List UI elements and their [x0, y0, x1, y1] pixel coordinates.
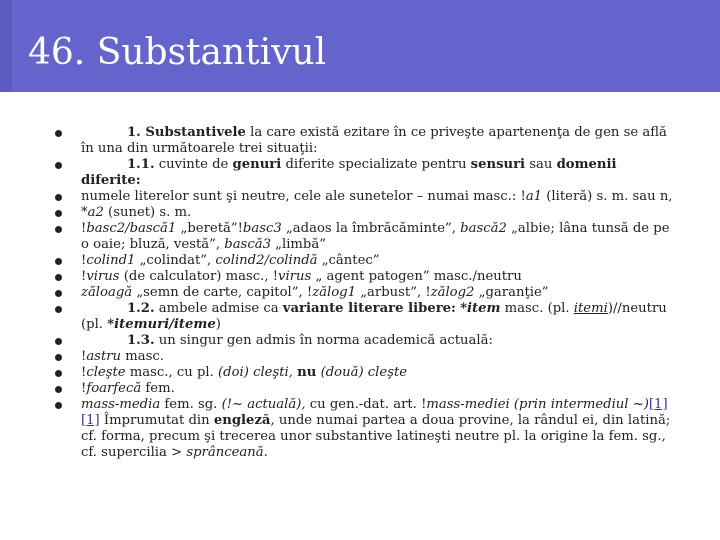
list-item-text [81, 269, 675, 285]
text-run: masc. (pl. [500, 301, 574, 316]
text-run: 1.2. [127, 301, 155, 316]
list-item [55, 381, 675, 397]
bullet-icon [55, 386, 62, 393]
text-run: (doi) cleşti, [218, 365, 293, 380]
text-run: bască2 [460, 221, 507, 236]
text-run: „albie; lâna tunsă de pe o oaie; bluză, vestă”, [81, 221, 670, 252]
list-item [55, 157, 675, 189]
text-run: „limbă” [270, 237, 326, 252]
text-run: diferite specializate pentru [281, 157, 471, 172]
text-run: colind2/colindă [215, 253, 318, 268]
text-run: virus [278, 269, 312, 284]
text-run: cleşte [86, 365, 126, 380]
text-run: „garanţie” [474, 285, 549, 300]
text-run: sprânceană [186, 445, 264, 460]
list-item [55, 365, 675, 381]
list-item [55, 189, 675, 205]
text-run: la care există ezitare în ce priveşte apartenenţa de gen se află în una din următoarele trei situaţii: [81, 125, 667, 156]
list-item-text [81, 221, 675, 253]
slide-title: 46. Substantivul [28, 32, 327, 73]
list-item-text [81, 285, 675, 301]
text-run: ! [81, 365, 87, 380]
list-item [55, 301, 675, 333]
text-run: astru [86, 349, 122, 364]
text-run: bască3 [224, 237, 271, 252]
text-run: domenii diferite: [81, 157, 617, 188]
text-run: „arbust”, ! [356, 285, 431, 300]
list-item [55, 285, 675, 301]
text-run: ! [81, 349, 87, 364]
text-run: „adaos la îmbrăcăminte”, [281, 221, 461, 236]
list-item-text [81, 125, 675, 157]
bullet-icon [55, 338, 62, 345]
text-run: cuvinte de [154, 157, 233, 172]
text-run: *itemuri/iteme [107, 317, 216, 332]
list-item [55, 349, 675, 365]
footnote-link[interactable]: [1] [81, 413, 100, 428]
text-run: „ agent patogen” masc./neutru [311, 269, 522, 284]
list-item [55, 205, 675, 221]
text-run: zăloagă [81, 285, 133, 300]
text-run: a1 [525, 189, 543, 204]
text-run: (două) cleşte [320, 365, 408, 380]
text-run: virus [86, 269, 120, 284]
text-run: cu gen.-dat. art. ! [305, 397, 427, 412]
title-underline [24, 92, 638, 96]
bullet-icon [55, 306, 62, 313]
bullet-icon [55, 370, 62, 377]
text-run: ) [215, 317, 221, 332]
list-item-text [81, 349, 675, 365]
text-run: (de calculator) masc., ! [119, 269, 279, 284]
text-run: ! [81, 221, 87, 236]
bullet-icon [55, 194, 62, 201]
text-run: „semn de carte, capitol”, ! [132, 285, 313, 300]
text-run: , unde numai partea a doua provine, la rândul ei, din latină; cf. forma, precum şi trecerea unor substantive latineşti neutre pl. la origine la fem. sg., cf. supercilia > [81, 413, 671, 460]
list-item-text [81, 381, 675, 397]
text-run: basc2/bască1 [86, 221, 177, 236]
text-run: . [263, 445, 268, 460]
text-run: mass-mediei (prin intermediul ~) [426, 397, 649, 412]
text-run: 1.3. [127, 333, 155, 348]
list-item-text [81, 253, 675, 269]
text-run: colind1 [86, 253, 136, 268]
text-run: sau [525, 157, 557, 172]
text-run: „colindat”, [135, 253, 216, 268]
list-item-text [81, 301, 675, 333]
text-run: nu [297, 365, 317, 380]
bullet-icon [55, 354, 62, 361]
header-accent-strip [0, 0, 12, 92]
list-item [55, 125, 675, 157]
text-run: 1.1. [127, 157, 155, 172]
bullet-icon [55, 290, 62, 297]
bullet-icon [55, 210, 62, 217]
text-run: ! [81, 253, 87, 268]
text-run: masc., cu pl. [125, 365, 218, 380]
bullet-icon [55, 130, 62, 137]
text-run: „cântec” [317, 253, 380, 268]
text-run: fem. [141, 381, 175, 396]
bullet-icon [55, 162, 62, 169]
text-run: ! [81, 269, 87, 284]
text-run: *a2 [81, 205, 104, 220]
list-item-text [81, 189, 675, 205]
bullet-icon [55, 402, 62, 409]
list-item [55, 269, 675, 285]
text-run: numele literelor sunt şi neutre, cele ale sunetelor – numai masc.: ! [81, 189, 526, 204]
list-item [55, 333, 675, 349]
bullet-icon [55, 274, 62, 281]
text-run: )//neutru (pl. [81, 301, 667, 332]
text-run: un singur gen admis în norma academică actuală: [154, 333, 493, 348]
text-run: 1. Substantivele [127, 125, 246, 140]
list-item [55, 221, 675, 253]
text-run: zălog2 [430, 285, 475, 300]
text-run: fem. sg. [160, 397, 222, 412]
list-item-text [81, 157, 675, 189]
text-run: (sunet) s. m. [103, 205, 192, 220]
list-item-text [81, 333, 675, 349]
text-run: engleză [213, 413, 271, 428]
text-run: itemi [573, 301, 608, 316]
text-run: sensuri [470, 157, 526, 172]
text-run: masc. [121, 349, 164, 364]
bullet-icon [55, 258, 62, 265]
text-run: *item [460, 301, 501, 316]
footnote-link[interactable]: [1] [648, 397, 668, 412]
text-run: zălog1 [312, 285, 357, 300]
text-run: basc3 [242, 221, 282, 236]
list-item [55, 397, 675, 461]
text-run: foarfecă [86, 381, 142, 396]
bullet-icon [55, 226, 62, 233]
text-run: genuri [232, 157, 282, 172]
list-item-text [81, 365, 675, 381]
text-run: „beretă”! [176, 221, 243, 236]
text-run: Împrumutat din [99, 413, 214, 428]
text-run: (literă) s. m. sau n, [542, 189, 673, 204]
text-run: mass-media [81, 397, 161, 412]
text-run: variante literare libere: [282, 301, 456, 316]
list-item-text [81, 397, 675, 461]
list-item-text [81, 205, 675, 221]
list-item [55, 253, 675, 269]
bullet-list [55, 125, 675, 461]
text-run: (!~ actuală), [221, 397, 306, 412]
text-run: ambele admise ca [154, 301, 283, 316]
text-run: ! [81, 381, 87, 396]
